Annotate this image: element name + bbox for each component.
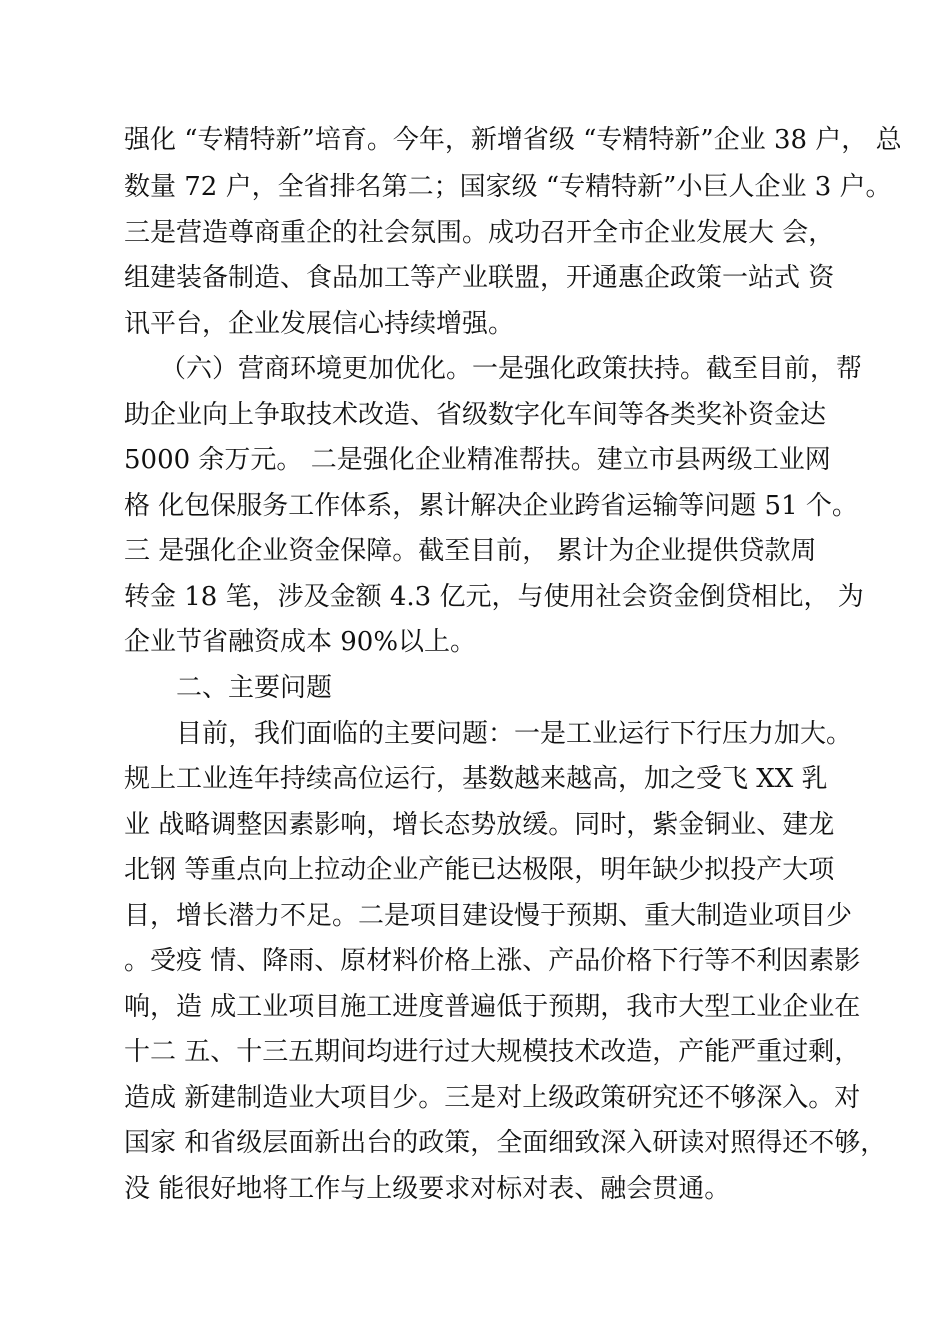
text-line: 北钢 等重点向上拉动企业产能已达极限，明年缺少拟投产大项 [124,855,835,885]
section-six-heading: （六）营商环境更加优化。一是强化政策扶持。截至目前，帮 [160,354,863,384]
text-line: 十二 五、十三五期间均进行过大规模技术改造，产能严重过剩， [124,1037,861,1067]
text-line: 三是营造尊商重企的社会氛围。成功召开全市企业发展大 会， [124,218,835,248]
text-line: 目，增长潜力不足。二是项目建设慢于预期、重大制造业项目少 [124,901,853,931]
text-line: 。受疫 情、降雨、原材料价格上涨、产品价格下行等不利因素影 [124,946,861,976]
text-line: 企业节省融资成本 90%以上。 [124,627,477,657]
text-line: 讯平台，企业发展信心持续增强。 [124,309,515,339]
text-line: 国家 和省级层面新出台的政策，全面细致深入研读对照得还不够， [124,1128,887,1158]
text-line: 造成 新建制造业大项目少。三是对上级政策研究还不够深入。对 [124,1083,861,1113]
text-line: 规上工业连年持续高位运行，基数越来越高，加之受飞 XX 乳 [124,764,828,794]
text-line: 目前，我们面临的主要问题：一是工业运行下行压力加大。 [176,719,853,749]
text-line: 数量 72 户，全省排名第二；国家级 “专精特新”小巨人企业 3 户。 [124,172,892,202]
text-line: 格 化包保服务工作体系，累计解决企业跨省运输等问题 51 个。 [124,491,858,521]
text-line: 转金 18 笔，涉及金额 4.3 亿元，与使用社会资金倒贷相比， 为 [124,582,864,612]
section-heading: 二、主要问题 [176,673,333,703]
text-line: 响，造 成工业项目施工进度普遍低于预期，我市大型工业企业在 [124,992,861,1022]
text-line: 业 战略调整因素影响，增长态势放缓。同时，紫金铜业、建龙 [124,810,835,840]
text-line: 5000 余万元。 二是强化企业精准帮扶。建立市县两级工业网 [124,445,831,475]
text-line: 助企业向上争取技术改造、省级数字化车间等各类奖补资金达 [124,400,827,430]
text-line: 没 能很好地将工作与上级要求对标对表、融会贯通。 [124,1174,731,1204]
text-line: 强化 “专精特新”培育。今年，新增省级 “专精特新”企业 38 户， 总 [124,125,902,155]
text-line: 组建装备制造、食品加工等产业联盟，开通惠企政策一站式 资 [124,263,835,293]
text-line: 三 是强化企业资金保障。截至目前， 累计为企业提供贷款周 [124,536,817,566]
